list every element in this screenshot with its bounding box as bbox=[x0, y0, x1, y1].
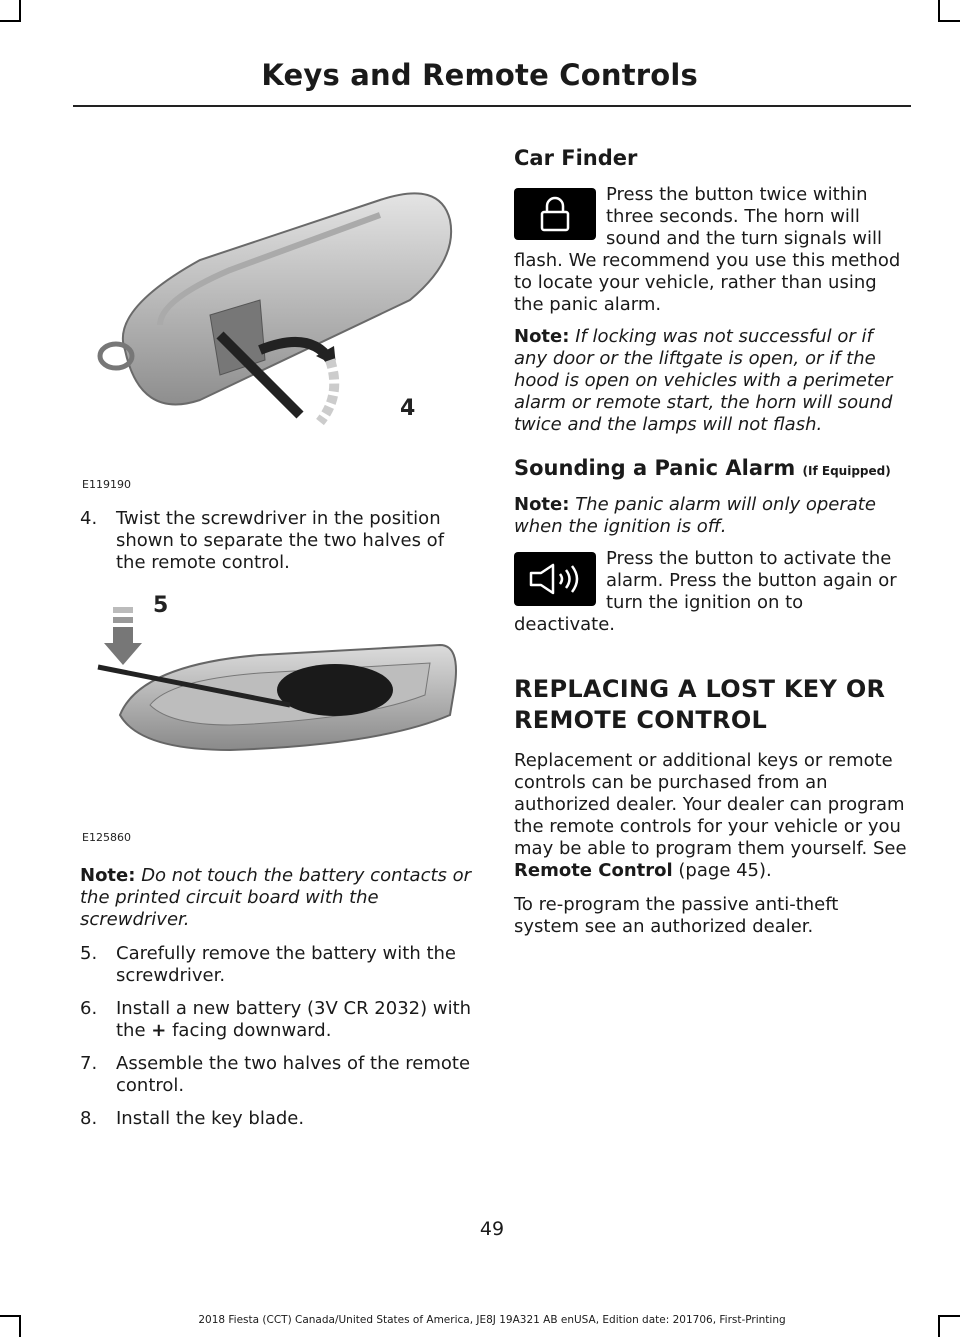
panic-heading-text: Sounding a Panic Alarm bbox=[514, 456, 796, 480]
plus-symbol: + bbox=[151, 1020, 167, 1041]
header-divider bbox=[73, 105, 911, 107]
step-6 bbox=[80, 998, 475, 1042]
speaker-icon bbox=[525, 562, 585, 596]
note-label: Note: bbox=[80, 865, 136, 886]
panic-button-image bbox=[514, 552, 596, 606]
figure-code: E125860 bbox=[82, 831, 131, 844]
lock-icon bbox=[538, 195, 572, 233]
replacement-paragraph bbox=[514, 750, 907, 882]
note-text: If locking was not successful or if any door or the liftgate is open, or if the hood is open on vehicles with a perimeter alarm or remote start, the horn will sound twice and the lamps will not flash. bbox=[514, 326, 893, 435]
heading-line-1: REPLACING A LOST KEY OR bbox=[514, 675, 886, 703]
step-text: Twist the screwdriver in the position shown to separate the two halves of the remote control. bbox=[116, 508, 445, 573]
step-text: Install the key blade. bbox=[116, 1108, 305, 1129]
step-number: 5. bbox=[80, 943, 98, 964]
note-text: Do not touch the battery contacts or the printed circuit board with the screwdriver. bbox=[80, 865, 472, 930]
para-text-pre: Replacement or additional keys or remote controls can be purchased from an authorized dealer. Your dealer can program the remote controls for your vehicle or you may be able to program them yourself. See bbox=[514, 750, 907, 859]
step-8 bbox=[80, 1108, 475, 1130]
step-text-pre: Install a new battery (3V CR 2032) with the bbox=[116, 998, 472, 1041]
page-number: 49 bbox=[479, 1218, 505, 1240]
remote-battery-illustration bbox=[80, 585, 475, 847]
reprogram-paragraph: To re-program the passive anti-theft system see an authorized dealer. bbox=[514, 894, 839, 937]
car-finder-heading: Car Finder bbox=[514, 146, 638, 170]
heading-line-2: REMOTE CONTROL bbox=[514, 706, 768, 734]
panic-block bbox=[514, 548, 907, 636]
figure-remote-twist bbox=[80, 110, 475, 496]
lock-button-image bbox=[514, 188, 596, 240]
car-finder-note bbox=[514, 326, 907, 436]
callout-label: 4 bbox=[400, 396, 416, 421]
step-text: Assemble the two halves of the remote control. bbox=[116, 1053, 471, 1096]
step-number: 7. bbox=[80, 1053, 98, 1074]
note-label: Note: bbox=[514, 494, 570, 515]
crop-mark bbox=[938, 20, 960, 22]
panic-note bbox=[514, 494, 907, 538]
car-finder-text: Press the button twice within three seconds. The horn will sound and the turn signals will flash. We recommend you use this method to locate your vehicle, rather than using the panic alarm. bbox=[514, 184, 901, 315]
callout-label: 5 bbox=[153, 593, 169, 618]
para-text-post: (page 45). bbox=[672, 860, 772, 881]
crop-mark bbox=[0, 20, 21, 22]
note-label: Note: bbox=[514, 326, 570, 347]
step-list bbox=[80, 943, 475, 1130]
replacing-key-heading bbox=[514, 674, 907, 736]
crop-mark bbox=[19, 0, 21, 22]
note-text: The panic alarm will only operate when the ignition is off. bbox=[514, 494, 876, 537]
figure-remote-battery bbox=[80, 585, 475, 847]
remote-control-link[interactable]: Remote Control bbox=[514, 860, 673, 881]
panic-alarm-heading bbox=[514, 456, 907, 480]
battery-note bbox=[80, 865, 475, 931]
left-column bbox=[80, 110, 475, 1141]
step-number: 6. bbox=[80, 998, 98, 1019]
remote-twist-illustration bbox=[80, 110, 475, 496]
step-text-post: facing downward. bbox=[166, 1020, 332, 1041]
figure-code: E119190 bbox=[82, 478, 131, 491]
edition-footer: 2018 Fiesta (CCT) Canada/United States of America, JE8J 19A321 AB enUSA, Edition date: 201706, First-Printing bbox=[198, 1314, 786, 1326]
step-number: 4. bbox=[80, 508, 98, 529]
step-text: Carefully remove the battery with the screwdriver. bbox=[116, 943, 457, 986]
crop-mark bbox=[938, 0, 940, 22]
page-title: Keys and Remote Controls bbox=[261, 58, 698, 92]
step-7 bbox=[80, 1053, 475, 1097]
car-finder-block bbox=[514, 184, 907, 316]
panic-text: Press the button to activate the alarm. Press the button again or turn the ignition on to deactivate. bbox=[514, 548, 897, 635]
panic-qualifier: (If Equipped) bbox=[802, 464, 891, 478]
step-5 bbox=[80, 943, 475, 987]
step-4 bbox=[80, 508, 475, 574]
step-number: 8. bbox=[80, 1108, 98, 1129]
right-column bbox=[514, 110, 907, 938]
